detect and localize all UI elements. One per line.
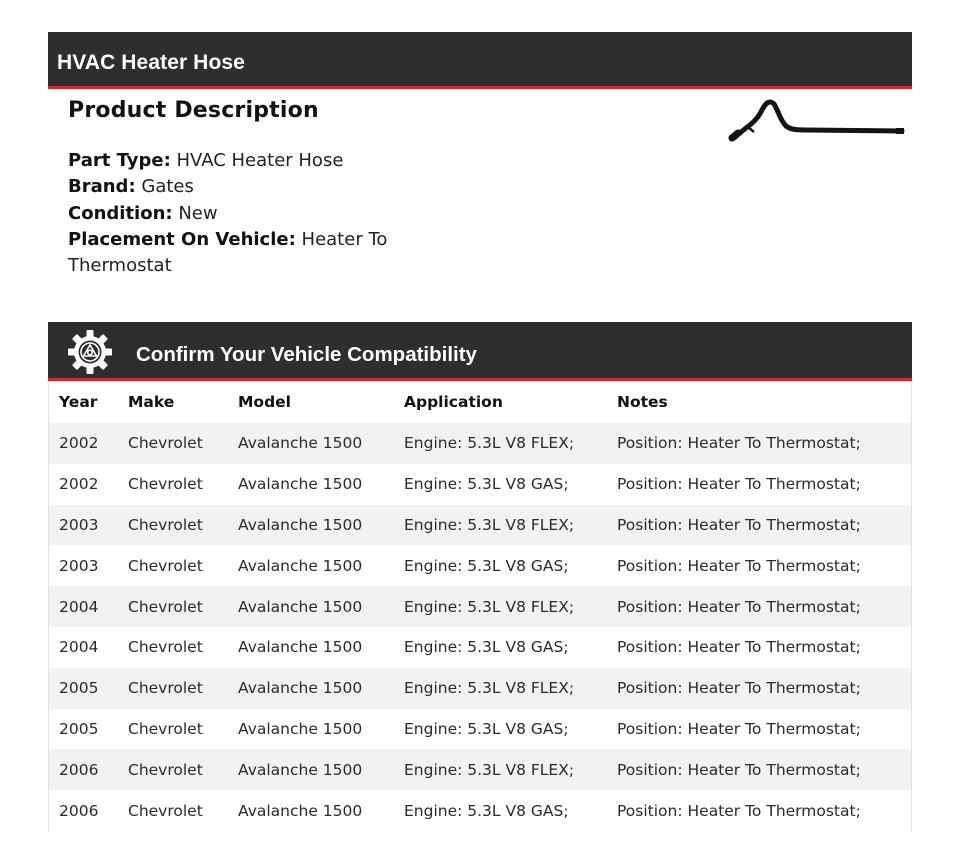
spec-value: New	[178, 202, 218, 224]
spec-brand	[68, 174, 428, 200]
cell-model: Avalanche 1500	[238, 556, 363, 575]
spec-value: HVAC Heater Hose	[176, 150, 344, 171]
cell-model: Avalanche 1500	[238, 434, 363, 453]
compatibility-header-bar	[48, 322, 912, 381]
cell-model: Avalanche 1500	[238, 597, 363, 616]
compatibility-table-container	[48, 381, 912, 831]
table-row	[49, 505, 911, 546]
cell-application: Engine: 5.3L V8 GAS;	[404, 719, 569, 738]
cell-notes: Position: Heater To Thermostat;	[617, 434, 861, 453]
table-row	[49, 709, 911, 750]
table-row	[49, 464, 911, 505]
column-header-application: Application	[404, 393, 503, 411]
cell-notes: Position: Heater To Thermostat;	[617, 597, 861, 616]
spec-placement	[68, 227, 428, 280]
cell-application: Engine: 5.3L V8 FLEX;	[404, 515, 575, 534]
table-row	[49, 790, 911, 831]
cell-year: 2002	[59, 475, 99, 494]
gear-icon	[67, 329, 113, 375]
cell-year: 2002	[59, 434, 99, 453]
cell-make: Chevrolet	[128, 556, 203, 575]
product-description	[68, 98, 428, 279]
table-row	[49, 627, 911, 668]
cell-make: Chevrolet	[128, 597, 203, 616]
cell-application: Engine: 5.3L V8 GAS;	[404, 801, 569, 820]
cell-notes: Position: Heater To Thermostat;	[617, 556, 861, 575]
cell-model: Avalanche 1500	[238, 801, 363, 820]
column-header-notes: Notes	[617, 393, 668, 411]
spec-label: Placement On Vehicle:	[68, 228, 296, 250]
cell-year: 2005	[59, 719, 99, 738]
cell-model: Avalanche 1500	[238, 760, 363, 779]
cell-year: 2006	[59, 801, 99, 820]
table-row	[49, 423, 911, 464]
cell-year: 2003	[59, 515, 99, 534]
spec-part-type	[68, 148, 428, 174]
cell-application: Engine: 5.3L V8 GAS;	[404, 638, 569, 657]
cell-notes: Position: Heater To Thermostat;	[617, 515, 861, 534]
column-header-make: Make	[128, 393, 175, 411]
spec-list	[68, 148, 428, 279]
table-row	[49, 749, 911, 790]
cell-notes: Position: Heater To Thermostat;	[617, 801, 861, 820]
cell-model: Avalanche 1500	[238, 638, 363, 657]
table-row	[49, 668, 911, 709]
cell-notes: Position: Heater To Thermostat;	[617, 719, 861, 738]
cell-application: Engine: 5.3L V8 FLEX;	[404, 434, 575, 453]
cell-make: Chevrolet	[128, 719, 203, 738]
cell-make: Chevrolet	[128, 638, 203, 657]
cell-model: Avalanche 1500	[238, 475, 363, 494]
cell-make: Chevrolet	[128, 679, 203, 698]
cell-model: Avalanche 1500	[238, 679, 363, 698]
cell-year: 2005	[59, 679, 99, 698]
column-header-model: Model	[238, 393, 291, 411]
description-heading: Product Description	[68, 98, 319, 123]
table-header-row	[49, 381, 911, 423]
cell-model: Avalanche 1500	[238, 719, 363, 738]
compatibility-title: Confirm Your Vehicle Compatibility	[136, 343, 477, 366]
spec-label: Condition:	[68, 202, 173, 224]
spec-value: Heater To Thermostat	[68, 228, 388, 277]
column-header-year: Year	[59, 393, 98, 411]
cell-make: Chevrolet	[128, 515, 203, 534]
cell-notes: Position: Heater To Thermostat;	[617, 760, 861, 779]
cell-year: 2004	[59, 638, 99, 657]
cell-notes: Position: Heater To Thermostat;	[617, 679, 861, 698]
cell-application: Engine: 5.3L V8 FLEX;	[404, 597, 575, 616]
heater-hose-image	[728, 96, 906, 146]
cell-year: 2006	[59, 760, 99, 779]
product-header-bar	[48, 32, 912, 89]
cell-make: Chevrolet	[128, 434, 203, 453]
spec-label: Brand:	[68, 176, 136, 198]
cell-application: Engine: 5.3L V8 GAS;	[404, 556, 569, 575]
cell-notes: Position: Heater To Thermostat;	[617, 475, 861, 494]
product-title: HVAC Heater Hose	[57, 51, 245, 74]
cell-application: Engine: 5.3L V8 FLEX;	[404, 760, 575, 779]
cell-application: Engine: 5.3L V8 FLEX;	[404, 679, 575, 698]
cell-make: Chevrolet	[128, 801, 203, 820]
table-row	[49, 586, 911, 627]
cell-make: Chevrolet	[128, 475, 203, 494]
compatibility-table	[49, 381, 911, 831]
spec-value: Gates	[141, 176, 194, 198]
spec-label: Part Type:	[68, 150, 171, 171]
cell-application: Engine: 5.3L V8 GAS;	[404, 475, 569, 494]
cell-year: 2003	[59, 556, 99, 575]
spec-condition	[68, 201, 428, 227]
cell-model: Avalanche 1500	[238, 515, 363, 534]
cell-notes: Position: Heater To Thermostat;	[617, 638, 861, 657]
table-row	[49, 545, 911, 586]
cell-year: 2004	[59, 597, 99, 616]
cell-make: Chevrolet	[128, 760, 203, 779]
